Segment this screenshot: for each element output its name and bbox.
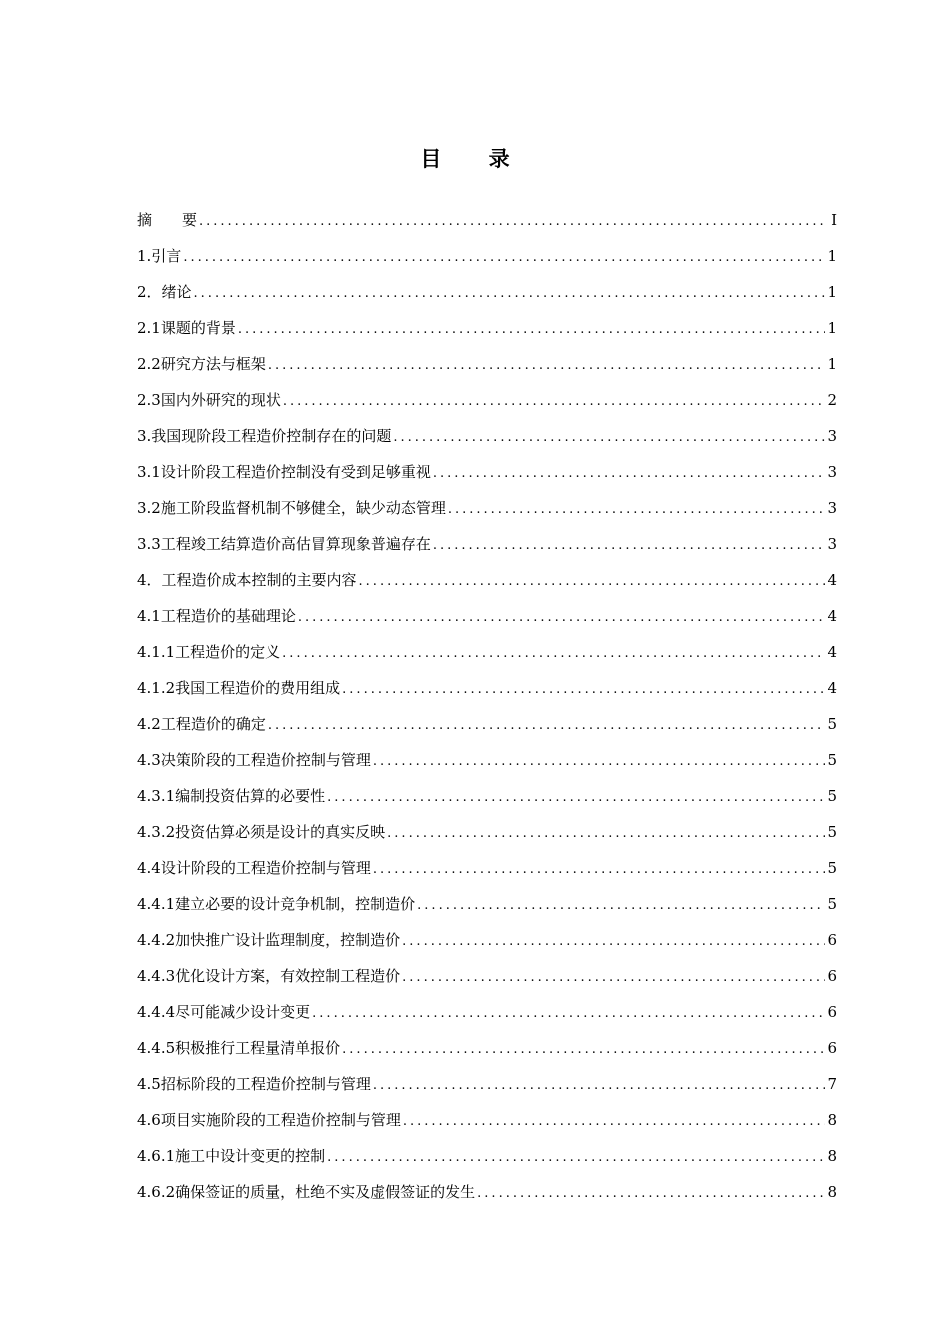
toc-page-number: 5	[827, 823, 837, 841]
toc-entry[interactable]	[137, 778, 837, 814]
toc-page-number: 4	[827, 607, 837, 625]
toc-entry[interactable]	[137, 670, 837, 706]
toc-entry-title: 4.4.1建立必要的设计竞争机制，控制造价	[137, 895, 416, 913]
toc-entry[interactable]	[137, 1174, 837, 1210]
toc-entry-title: 4.6项目实施阶段的工程造价控制与管理	[137, 1111, 401, 1129]
toc-entry[interactable]	[137, 310, 837, 346]
toc-entry[interactable]	[137, 634, 837, 670]
toc-page-number: 5	[827, 715, 837, 733]
toc-entry-title: 4.4.5积极推行工程量清单报价	[137, 1039, 341, 1057]
toc-dot-leader	[402, 960, 825, 996]
toc-page-number: 6	[827, 967, 837, 985]
toc-entry-title: 3.3工程竣工结算造价高估冒算现象普遍存在	[137, 535, 431, 553]
toc-dot-leader	[342, 1032, 825, 1068]
toc-entry[interactable]	[137, 994, 837, 1030]
toc-dot-leader	[373, 852, 826, 888]
toc-entry-title: 2．绪论	[137, 283, 192, 301]
toc-page-number: 3	[827, 535, 837, 553]
toc-page-number: 5	[827, 751, 837, 769]
toc-entry[interactable]	[137, 526, 837, 562]
toc-entry[interactable]	[137, 202, 837, 238]
toc-entry-title: 4.6.1施工中设计变更的控制	[137, 1147, 326, 1165]
toc-entry-title: 4.1工程造价的基础理论	[137, 607, 296, 625]
toc-entry-title: 4.1.1工程造价的定义	[137, 643, 281, 661]
toc-dot-leader	[373, 744, 826, 780]
toc-dot-leader	[342, 672, 825, 708]
toc-dot-leader	[327, 1140, 825, 1176]
toc-entry-title: 3.我国现阶段工程造价控制存在的问题	[137, 427, 392, 445]
toc-entry[interactable]	[137, 418, 837, 454]
toc-entry-title: 4.2工程造价的确定	[137, 715, 266, 733]
toc-entry-title: 4.1.2我国工程造价的费用组成	[137, 679, 341, 697]
toc-entry-title: 2.2研究方法与框架	[137, 355, 266, 373]
toc-entry-title: 摘 要	[137, 211, 198, 229]
toc-entry-title: 2.1课题的背景	[137, 319, 236, 337]
toc-entry[interactable]	[137, 814, 837, 850]
toc-page-number: 1	[827, 283, 837, 301]
toc-entry[interactable]	[137, 1066, 837, 1102]
toc-page-number: 5	[827, 859, 837, 877]
toc-dot-leader	[387, 816, 825, 852]
toc-dot-leader	[448, 492, 826, 528]
toc-entry[interactable]	[137, 490, 837, 526]
toc-entry[interactable]	[137, 958, 837, 994]
toc-dot-leader	[238, 312, 826, 348]
toc-entry-title: 3.1设计阶段工程造价控制没有受到足够重视	[137, 463, 431, 481]
toc-entry[interactable]	[137, 562, 837, 598]
toc-dot-leader	[393, 420, 825, 456]
toc-page-number: I	[831, 211, 837, 229]
toc-entry[interactable]	[137, 886, 837, 922]
toc-dot-leader	[298, 600, 826, 636]
toc-page-number: 2	[827, 391, 837, 409]
toc-dot-leader	[327, 780, 825, 816]
toc-entry-title: 2.3国内外研究的现状	[137, 391, 281, 409]
toc-page-number: 6	[827, 931, 837, 949]
toc-page-number: 1	[827, 355, 837, 373]
toc-page-number: 1	[827, 247, 837, 265]
toc-dot-leader	[359, 564, 826, 600]
toc-dot-leader	[403, 1104, 826, 1140]
toc-page-number: 1	[827, 319, 837, 337]
toc-page-number: 8	[827, 1183, 837, 1201]
toc-entry[interactable]	[137, 274, 837, 310]
toc-entry[interactable]	[137, 346, 837, 382]
toc-page-number: 6	[827, 1039, 837, 1057]
toc-page-number: 3	[827, 463, 837, 481]
toc-entry-title: 4.4.3优化设计方案，有效控制工程造价	[137, 967, 401, 985]
toc-entry-title: 4.3.2投资估算必须是设计的真实反映	[137, 823, 386, 841]
toc-page-number: 3	[827, 427, 837, 445]
toc-page-number: 8	[827, 1147, 837, 1165]
toc-page-number: 4	[827, 571, 837, 589]
toc-entry[interactable]	[137, 598, 837, 634]
toc-entry-title: 4．工程造价成本控制的主要内容	[137, 571, 357, 589]
toc-entry[interactable]	[137, 382, 837, 418]
toc-page-number: 4	[827, 679, 837, 697]
toc-dot-leader	[268, 708, 826, 744]
toc-entry[interactable]	[137, 454, 837, 490]
toc-entry[interactable]	[137, 706, 837, 742]
toc-dot-leader	[402, 924, 825, 960]
toc-dot-leader	[199, 204, 827, 240]
toc-dot-leader	[312, 996, 825, 1032]
toc-entry[interactable]	[137, 238, 837, 274]
toc-dot-leader	[268, 348, 826, 384]
toc-dot-leader	[477, 1176, 825, 1212]
toc-entry[interactable]	[137, 742, 837, 778]
toc-entry-title: 3.2施工阶段监督机制不够健全，缺少动态管理	[137, 499, 446, 517]
toc-page-number: 5	[827, 895, 837, 913]
toc-title: 目 录	[420, 147, 530, 171]
toc-dot-leader	[283, 384, 826, 420]
toc-entry[interactable]	[137, 922, 837, 958]
toc-entry-title: 4.5招标阶段的工程造价控制与管理	[137, 1075, 371, 1093]
toc-dot-leader	[433, 528, 826, 564]
toc-entry-title: 4.4设计阶段的工程造价控制与管理	[137, 859, 371, 877]
toc-entry-title: 4.4.2加快推广设计监理制度，控制造价	[137, 931, 401, 949]
toc-dot-leader	[194, 276, 826, 312]
toc-entry[interactable]	[137, 1102, 837, 1138]
toc-entry-title: 4.3.1编制投资估算的必要性	[137, 787, 326, 805]
toc-page-number: 5	[827, 787, 837, 805]
toc-page-number: 3	[827, 499, 837, 517]
toc-entry-title: 4.3决策阶段的工程造价控制与管理	[137, 751, 371, 769]
toc-dot-leader	[417, 888, 825, 924]
toc-dot-leader	[433, 456, 826, 492]
toc-page-number: 6	[827, 1003, 837, 1021]
toc-entry[interactable]	[137, 1030, 837, 1066]
toc-page-number: 7	[827, 1075, 837, 1093]
toc-page-number: 8	[827, 1111, 837, 1129]
toc-dot-leader	[183, 240, 825, 276]
toc-page-number: 4	[827, 643, 837, 661]
toc-entry[interactable]	[137, 850, 837, 886]
toc-dot-leader	[373, 1068, 826, 1104]
toc-entry-title: 4.6.2确保签证的质量，杜绝不实及虚假签证的发生	[137, 1183, 476, 1201]
toc-entry-title: 1.引言	[137, 247, 182, 265]
toc-entry[interactable]	[137, 1138, 837, 1174]
toc-dot-leader	[282, 636, 825, 672]
toc-list	[137, 202, 837, 1210]
toc-entry-title: 4.4.4尽可能减少设计变更	[137, 1003, 311, 1021]
